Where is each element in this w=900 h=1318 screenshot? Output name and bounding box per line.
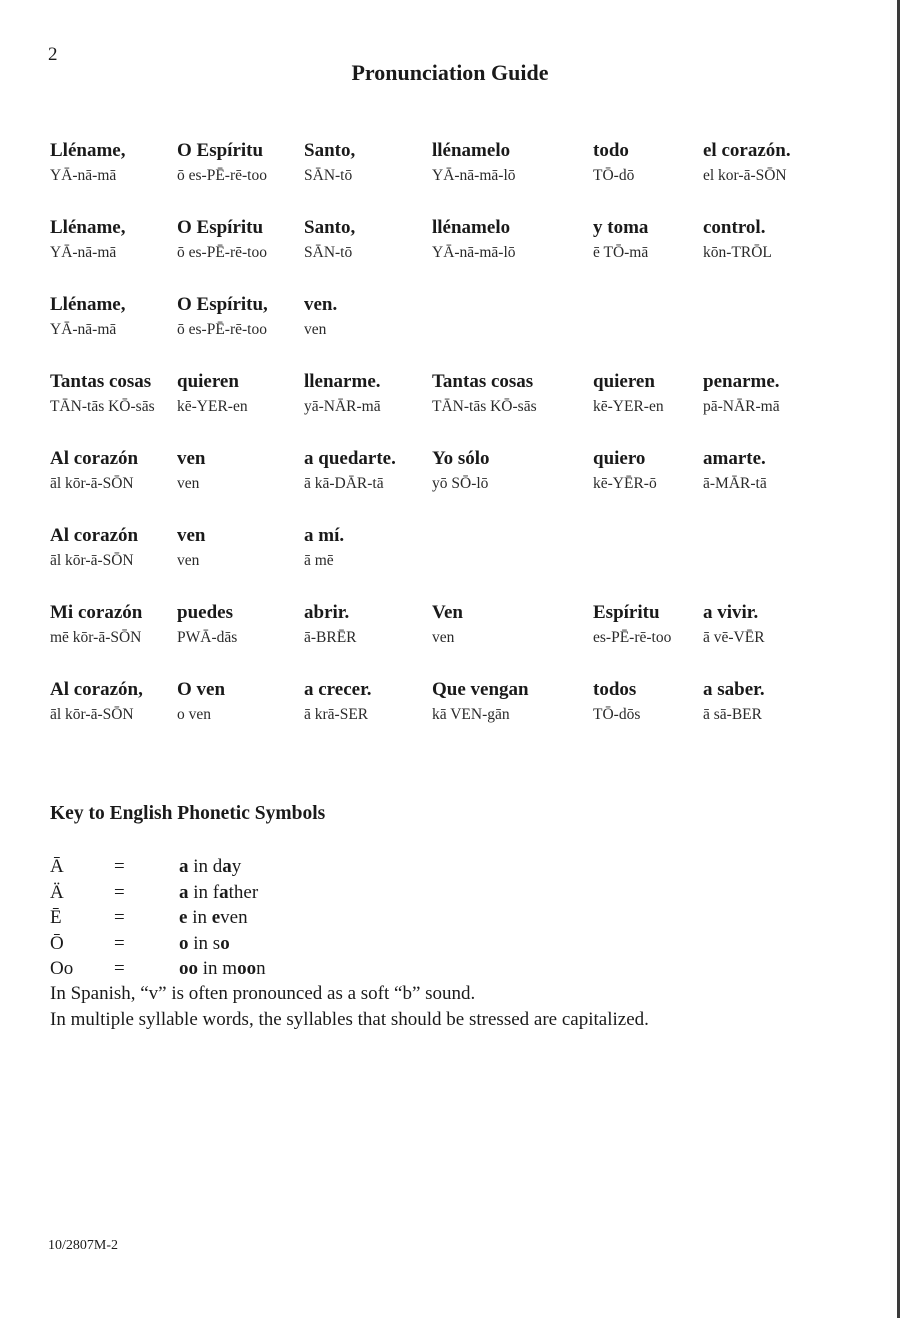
phonetic-spelling: ā vē-VĒR [703,629,765,646]
key-equals: = [114,856,125,877]
key-note: In Spanish, “v” is often pronounced as a soft “b” sound. [50,983,476,1004]
key-example [179,956,266,982]
phonetic-spelling: ē TŌ-mā [593,244,649,261]
phonetic-spelling: YĀ-nā-mā [50,167,117,184]
page-title: Pronunciation Guide [351,60,549,85]
key-symbol: Ā [50,856,64,877]
word-cell [593,369,664,419]
phonetic-spelling: ven [304,321,327,338]
key-example-text: ven [220,907,248,928]
spanish-word: Lléname, [50,140,126,161]
footer-code: 10/2807M-2 [48,1238,118,1253]
key-example [179,880,258,906]
phonetic-spelling: ven [432,629,455,646]
key-example-bold: a [219,881,229,903]
spanish-word: Al corazón, [50,679,143,700]
spanish-word: ven. [304,294,338,315]
word-cell [50,523,138,573]
spanish-word: quieren [177,371,239,392]
phonetic-spelling: ven [177,475,200,492]
pronunciation-row [50,677,850,754]
word-cell [304,600,357,650]
phonetic-spelling: ō es-PĒ-rē-too [177,167,267,184]
key-title: Key to English Phonetic Symbols [50,803,326,824]
key-example-text: in m [198,958,238,979]
phonetic-spelling: SĀN-tō [304,244,353,261]
spanish-word: penarme. [703,371,780,392]
phonetic-spelling: kē-YER-en [177,398,248,415]
word-cell [703,138,791,188]
spanish-word: a saber. [703,679,765,700]
phonetic-spelling: o ven [177,706,212,723]
spanish-word: el corazón. [703,140,791,161]
word-cell [593,677,640,727]
key-example-text: in d [188,856,223,877]
spanish-word: Espíritu [593,602,660,623]
key-example-bold: o [220,932,230,954]
key-equals: = [114,958,125,979]
spanish-word: ven [177,525,206,546]
spanish-word: Lléname, [50,294,126,315]
spanish-word: Que vengan [432,679,529,700]
spanish-word: Santo, [304,140,356,161]
key-symbol: Ē [50,907,62,928]
key-example [179,854,241,880]
word-cell [177,292,268,342]
word-cell [593,138,634,188]
key-equals: = [114,881,125,903]
phonetic-spelling: yō SŌ-lō [432,475,489,492]
key-symbol: Ä [50,881,64,903]
phonetic-spelling: ā kā-DĀR-tā [304,475,384,492]
word-cell [432,138,516,188]
word-cell [304,292,337,342]
word-cell [304,138,355,188]
page-number: 2 [48,44,58,65]
phonetic-spelling: TŌ-dōs [593,706,641,723]
word-cell [177,138,267,188]
spanish-word: llénamelo [432,217,511,238]
word-cell [177,600,237,650]
key-letter: o [179,932,189,954]
key-example-text: in f [188,881,220,903]
word-cell [177,369,248,419]
word-cell [50,446,138,496]
word-cell [432,446,490,496]
phonetic-spelling: pā-NĀR-mā [703,398,780,415]
word-cell [177,215,267,265]
word-cell [304,446,396,496]
spanish-word: a quedarte. [304,448,396,469]
phonetic-spelling: ō es-PĒ-rē-too [177,321,267,338]
word-cell [177,446,206,496]
word-cell [50,292,125,342]
word-cell [703,677,765,727]
pronunciation-row [50,600,850,677]
word-cell [50,138,125,188]
spanish-word: llénamelo [432,140,511,161]
key-equals: = [114,932,125,954]
phonetic-spelling: āl kōr-ā-SŌN [50,552,134,569]
word-cell [177,523,206,573]
pronunciation-row [50,292,850,369]
key-example-text: ther [228,881,259,903]
pronunciation-table [50,138,850,754]
phonetic-spelling: āl kōr-ā-SŌN [50,475,134,492]
word-cell [593,600,671,650]
phonetic-spelling: ā mē [304,552,334,569]
key-example-text: y [231,856,242,877]
key-example-bold: oo [237,958,257,979]
word-cell [304,369,381,419]
spanish-word: O ven [177,679,226,700]
spanish-word: puedes [177,602,233,623]
spanish-word: O Espíritu [177,140,264,161]
word-cell [432,600,463,650]
key-example-bold: e [211,907,221,928]
key-example [179,931,230,957]
key-example-text: in [187,907,212,928]
key-example [179,905,248,931]
spanish-word: Yo sólo [432,448,490,469]
phonetic-spelling: YĀ-nā-mā-lō [432,244,516,261]
phonetic-spelling: yā-NĀR-mā [304,398,381,415]
phonetic-spelling: el kor-ā-SŌN [703,167,787,184]
key-example-bold: a [222,856,232,877]
spanish-word: quiero [593,448,646,469]
word-cell [432,369,537,419]
phonetic-spelling: TĀN-tās KŌ-sās [432,398,537,415]
key-letter: a [179,881,189,903]
word-cell [593,446,657,496]
word-cell [593,215,648,265]
key-example-text: in s [188,932,221,954]
spanish-word: a crecer. [304,679,372,700]
spanish-word: abrir. [304,602,350,623]
word-cell [703,369,780,419]
phonetic-spelling: TŌ-dō [593,167,635,184]
word-cell [703,215,772,265]
pronunciation-row [50,369,850,446]
phonetic-spelling: kōn-TRŌL [703,244,772,261]
spanish-word: Ven [432,602,463,623]
word-cell [703,446,767,496]
spanish-word: llenarme. [304,371,381,392]
word-cell [50,677,143,727]
pronunciation-row [50,138,850,215]
spanish-word: O Espíritu, [177,294,268,315]
phonetic-spelling: kā VEN-gān [432,706,510,723]
phonetic-spelling: ā sā-BER [703,706,762,723]
spanish-word: Santo, [304,217,356,238]
phonetic-spelling: SĀN-tō [304,167,353,184]
key-letter: oo [179,958,198,979]
word-cell [304,677,372,727]
spanish-word: Tantas cosas [432,371,534,392]
phonetic-spelling: ā-BRĒR [304,629,357,646]
phonetic-spelling: TĀN-tās KŌ-sās [50,398,155,415]
key-letter: a [179,856,189,877]
phonetic-spelling: ā krā-SER [304,706,369,723]
spanish-word: a mí. [304,525,345,546]
phonetic-spelling: āl kōr-ā-SŌN [50,706,134,723]
word-cell [304,215,355,265]
phonetic-spelling: mē kōr-ā-SŌN [50,629,142,646]
spanish-word: control. [703,217,766,238]
phonetic-spelling: kē-YER-en [593,398,664,415]
word-cell [50,600,142,650]
spanish-word: Lléname, [50,217,126,238]
key-example-text: n [256,958,266,979]
phonetic-spelling: PWĀ-dās [177,629,238,646]
spanish-word: ven [177,448,206,469]
spanish-word: todo [593,140,629,161]
pronunciation-row [50,523,850,600]
phonetic-spelling: ven [177,552,200,569]
spanish-word: Al corazón [50,448,139,469]
phonetic-spelling: kē-YĒR-ō [593,475,657,492]
phonetic-spelling: YĀ-nā-mā [50,321,117,338]
spanish-word: Tantas cosas [50,371,152,392]
word-cell [703,600,765,650]
key-equals: = [114,907,125,928]
pronunciation-row [50,446,850,523]
word-cell [50,215,125,265]
word-cell [50,369,155,419]
word-cell [304,523,344,573]
phonetic-spelling: ā-MĀR-tā [703,475,767,492]
spanish-word: amarte. [703,448,766,469]
word-cell [432,215,516,265]
spanish-word: O Espíritu [177,217,264,238]
spanish-word: todos [593,679,637,700]
word-cell [432,677,529,727]
key-note: In multiple syllable words, the syllables that should be stressed are capitalized. [50,1009,649,1030]
key-letter: e [179,907,188,928]
spanish-word: Al corazón [50,525,139,546]
spanish-word: a vivir. [703,602,759,623]
phonetic-spelling: es-PĒ-rē-too [593,629,672,646]
pronunciation-row [50,215,850,292]
key-symbol: Ō [50,932,64,954]
phonetic-spelling: YĀ-nā-mā-lō [432,167,516,184]
key-symbol: Oo [50,958,74,979]
spanish-word: Mi corazón [50,602,143,623]
spanish-word: y toma [593,217,649,238]
phonetic-spelling: YĀ-nā-mā [50,244,117,261]
phonetic-spelling: ō es-PĒ-rē-too [177,244,267,261]
spanish-word: quieren [593,371,655,392]
word-cell [177,677,225,727]
